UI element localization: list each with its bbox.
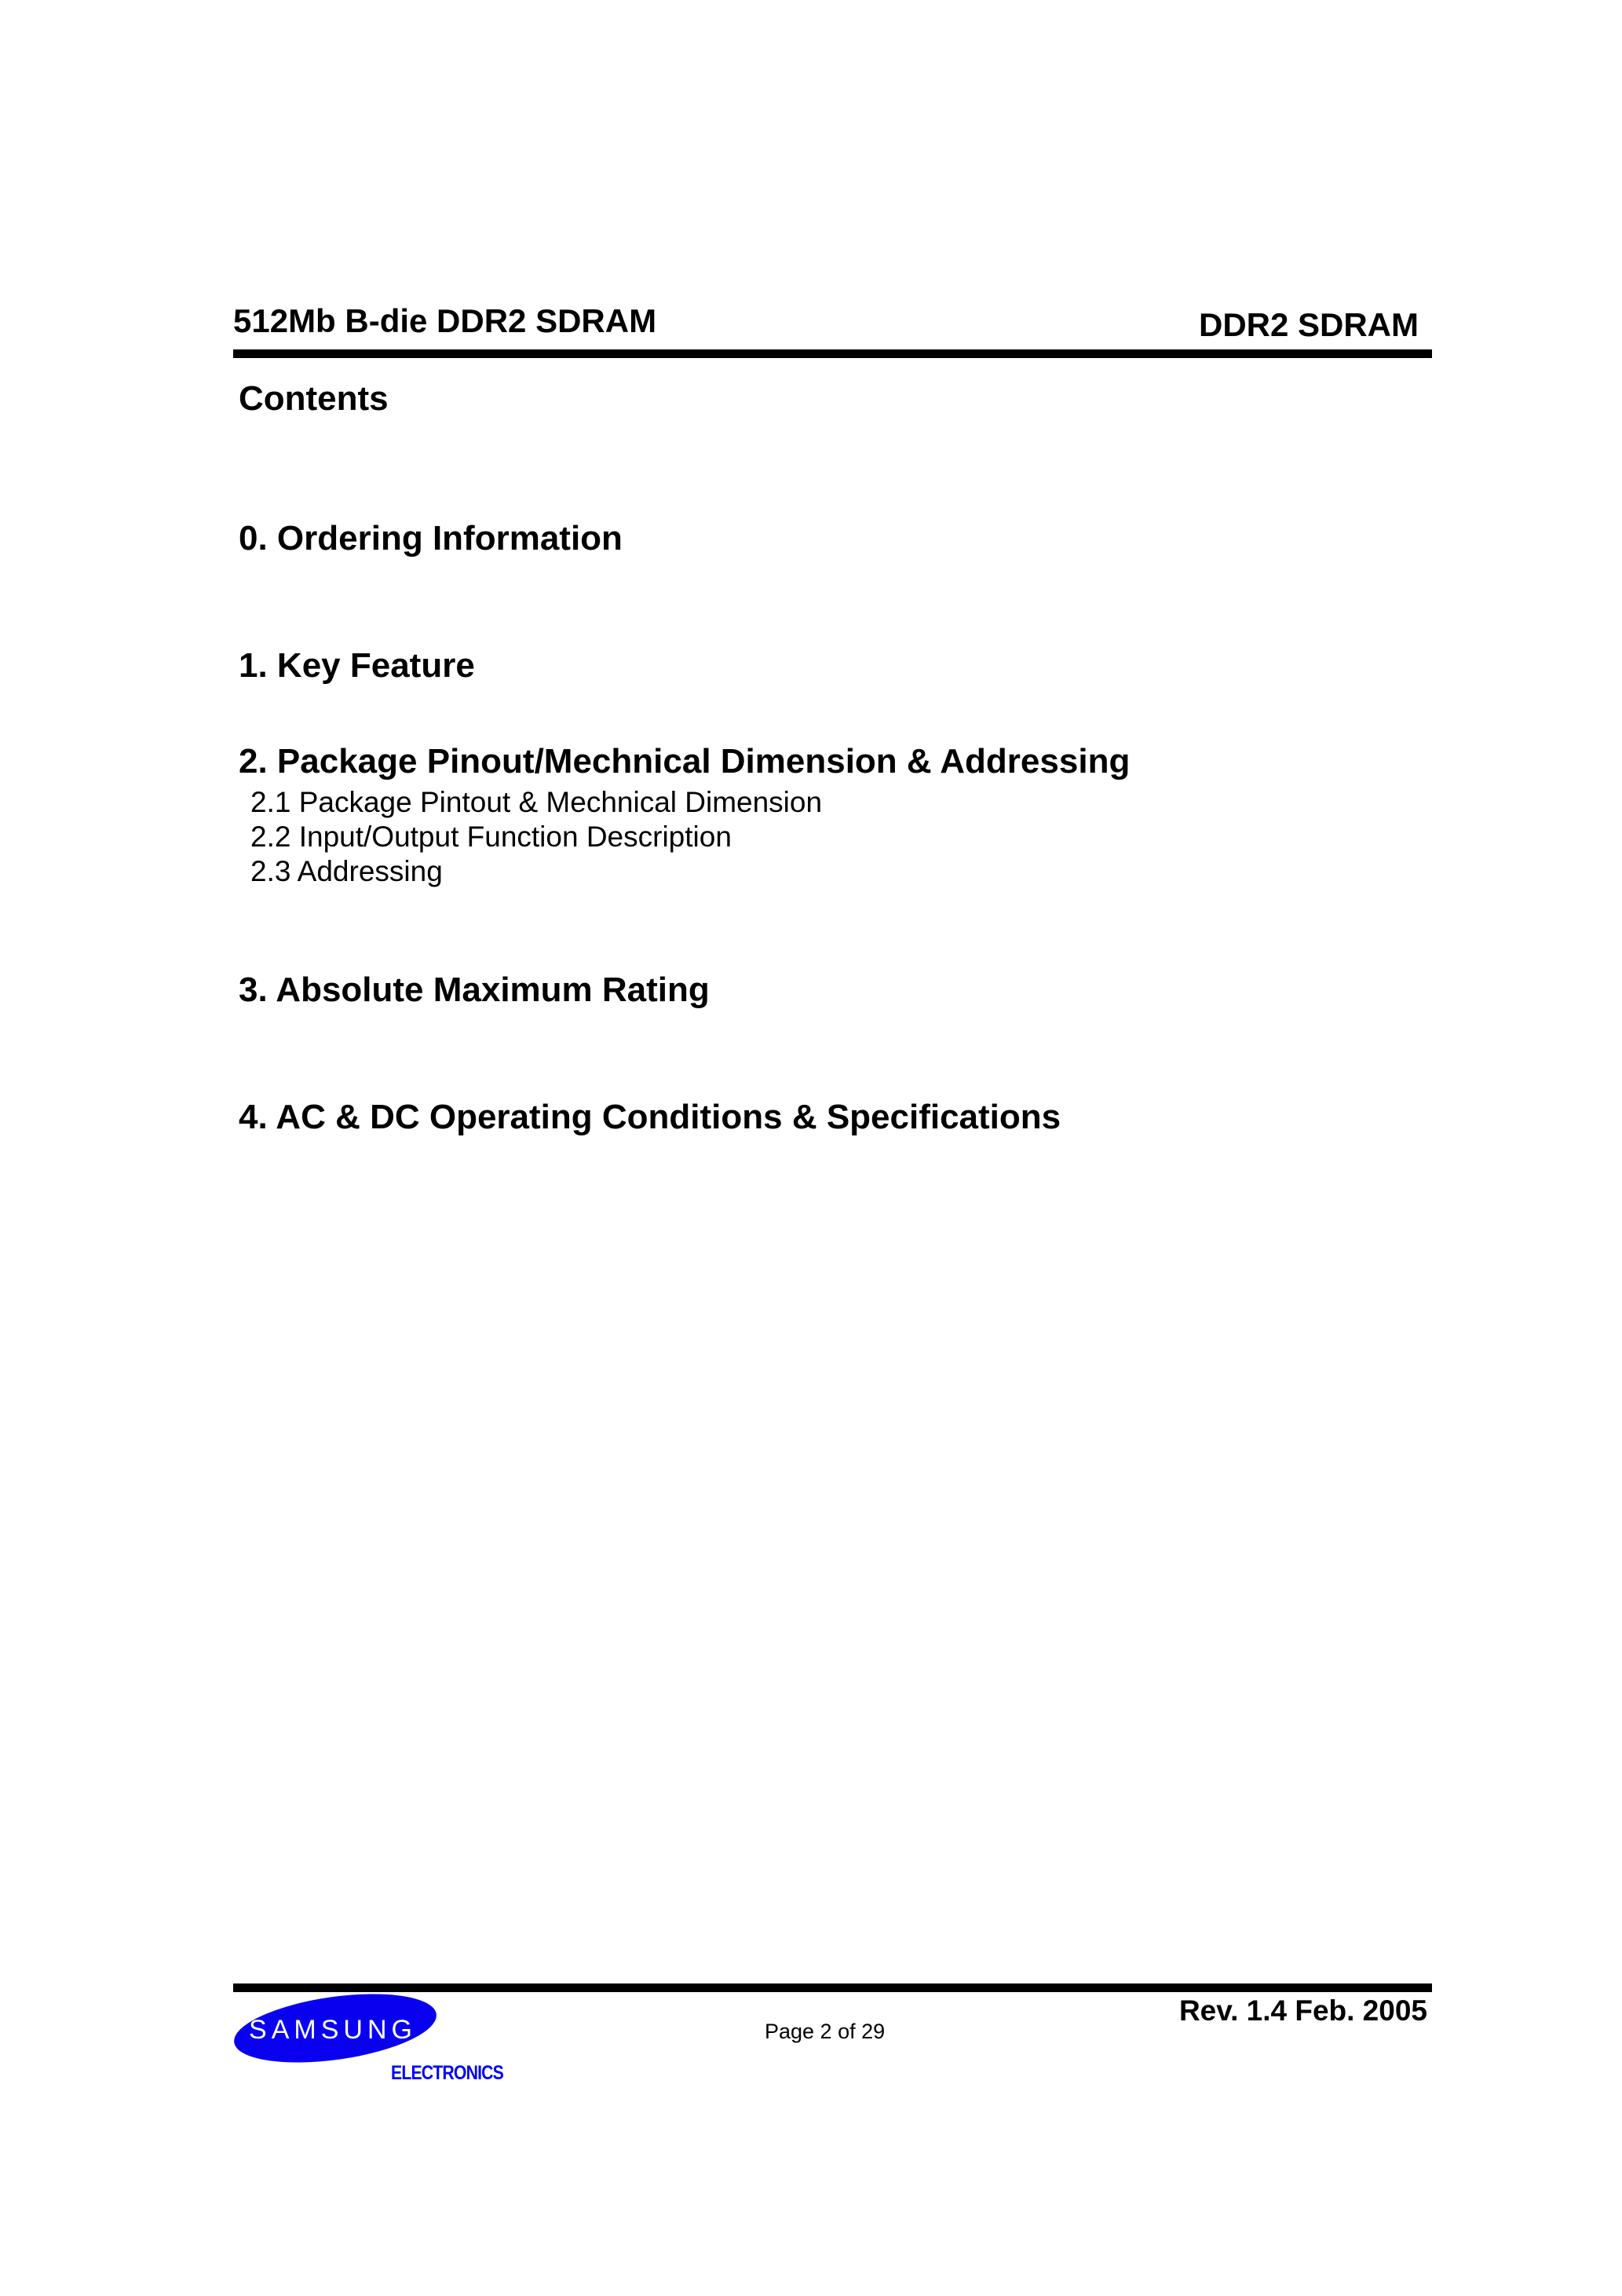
toc-item-1[interactable]: 1. Key Feature	[239, 646, 475, 685]
header-divider	[233, 349, 1432, 358]
samsung-logo	[232, 1991, 438, 2065]
toc-subitem-2-2[interactable]: 2.2 Input/Output Function Description	[250, 821, 732, 853]
toc-item-3[interactable]: 3. Absolute Maximum Rating	[239, 971, 710, 1009]
logo-text: SAMSUNG	[249, 2015, 417, 2045]
toc-item-4[interactable]: 4. AC & DC Operating Conditions & Specifications	[239, 1098, 1061, 1136]
toc-item-0[interactable]: 0. Ordering Information	[239, 519, 623, 558]
toc-subitem-2-3[interactable]: 2.3 Addressing	[250, 855, 443, 887]
toc-subitem-2-1[interactable]: 2.1 Package Pintout & Mechnical Dimension	[250, 786, 823, 818]
logo-subtitle: ELECTRONICS	[391, 2062, 503, 2084]
page-number: Page 2 of 29	[765, 2020, 886, 2043]
toc-item-2[interactable]: 2. Package Pinout/Mechnical Dimension & Addressing	[239, 742, 1131, 781]
contents-heading: Contents	[239, 379, 389, 418]
document-category: DDR2 SDRAM	[1198, 306, 1419, 343]
revision-date: Rev. 1.4 Feb. 2005	[1178, 1994, 1427, 2027]
document-title: 512Mb B-die DDR2 SDRAM	[233, 302, 657, 339]
